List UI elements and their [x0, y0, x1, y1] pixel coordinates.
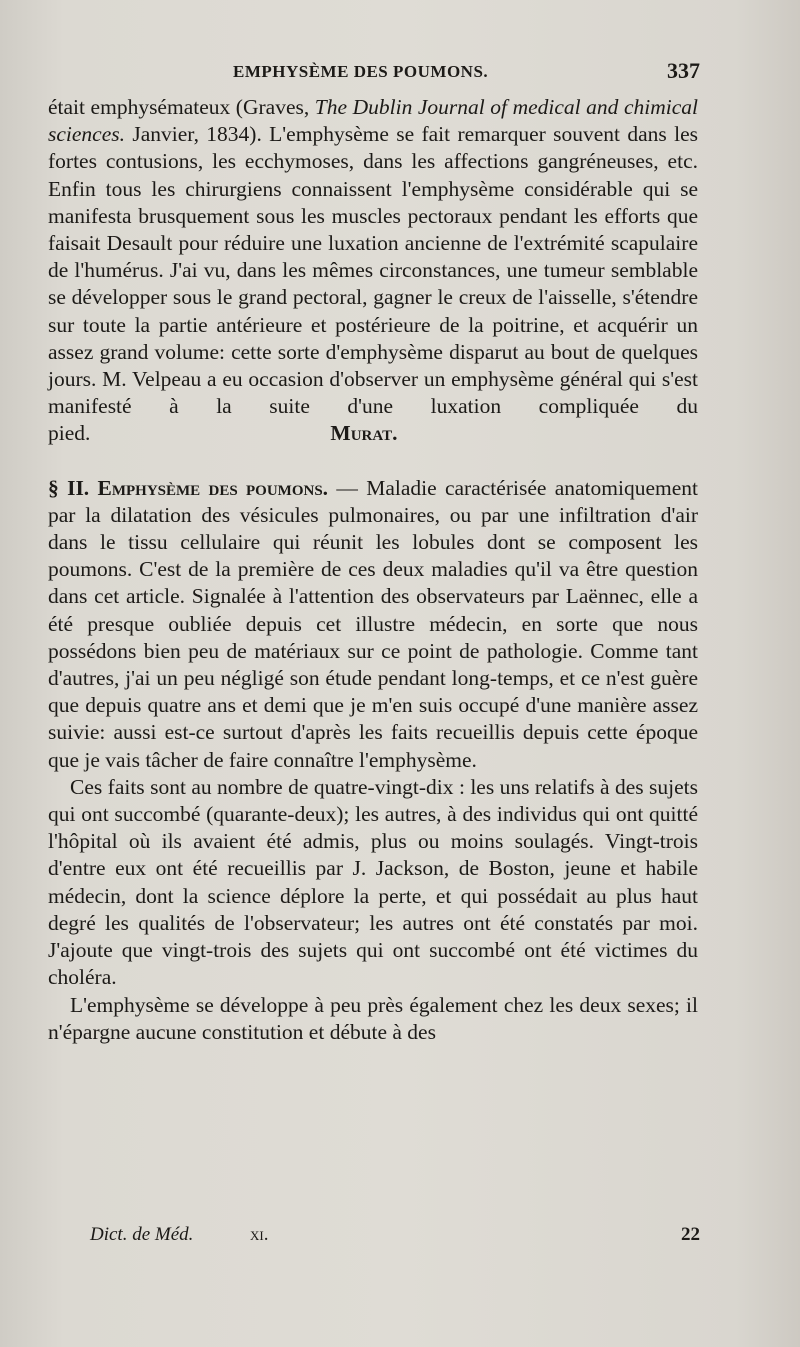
author-signature: Murat.: [330, 421, 398, 446]
paragraph-4: L'emphysème se développe à peu près également chez les deux sexes; il n'épargne aucune constitution et débute à des: [48, 992, 698, 1044]
page-footer: [90, 1224, 700, 1254]
section-marker: § II.: [48, 475, 98, 500]
paragraph-1-start: était emphysémateux (Graves,: [48, 95, 315, 119]
section-2-paragraph: [48, 475, 698, 774]
footer-book-title: Dict. de Méd.: [90, 1224, 194, 1245]
journal-title: The Dublin Journal of medical and chimical sciences.: [48, 95, 699, 147]
paragraph-1: [48, 94, 698, 448]
section-2-text: — Maladie caractérisée anatomiquement par la dilatation des vésicules pulmonaires, ou par une infiltration d'air dans le tissu cellulaire qui réunit les lobules dont se composent les poumons. C'est de la première de ces deux maladies qu'il va être question dans cet article. Signalée à l'attention des observateurs par Laënnec, elle a été presque oubliée depuis cet illustre médecin, en sorte que nous possédons bien peu de matériaux sur ce point de pathologie. Comme tant d'autres, j'ai un peu négligé son étude pendant long-temps, et ce n'est guère que depuis quatre ans et demi que je m'en suis occupé d'une manière assez suivie: aussi est-ce surtout d'après les faits recueillis depuis cette époque que je vais tâcher de faire connaître l'emphysème.: [48, 475, 699, 772]
footer-volume: xi.: [250, 1224, 269, 1245]
paragraph-1-rest: Janvier, 1834). L'emphysème se fait remarquer souvent dans les fortes contusions, les ecchymoses, dans les affections gangréneuses, etc. Enfin tous les chirurgiens connaissent l'emphysème considérable qui se manifesta brusquement sous les muscles pectoraux pendant les efforts que faisait Desault pour réduire une luxation ancienne de l'extrémité scapulaire de l'humérus. J'ai vu, dans les mêmes circonstances, une tumeur semblable se développer sous le grand pectoral, gagner le creux de l'aisselle, s'étendre sur toute la partie antérieure et postérieure de la poitrine, et acquérir un assez grand volume: cette sorte d'emphysème disparut au bout de quelques jours. M. Velpeau a eu occasion d'observer un emphysème général qui s'est manifesté à la suite d'une luxation compliquée du pied.: [48, 122, 698, 446]
paragraph-3: Ces faits sont au nombre de quatre-vingt-dix : les uns relatifs à des sujets qui ont succombé (quarante-deux); les autres, à des individus qui ont quitté l'hôpital où ils avaient été admis, plus ou moins soulagés. Vingt-trois d'entre eux ont été recueillis par J. Jackson, de Boston, jeune et habile médecin, dont la science déplore la perte, et qui possédait au plus haut degré les qualités de l'observateur; les autres ont été constatés par moi. J'ajoute que vingt-trois des sujets qui ont succombé ont été victimes du choléra.: [48, 774, 698, 990]
section-heading: Emphysème des poumons.: [97, 475, 329, 500]
page-number: 337: [667, 58, 700, 83]
body-text: [48, 94, 698, 1046]
page-header: [48, 58, 700, 92]
footer-signature-number: 22: [681, 1224, 700, 1245]
running-title: EMPHYSÈME DES POUMONS.: [233, 62, 489, 81]
